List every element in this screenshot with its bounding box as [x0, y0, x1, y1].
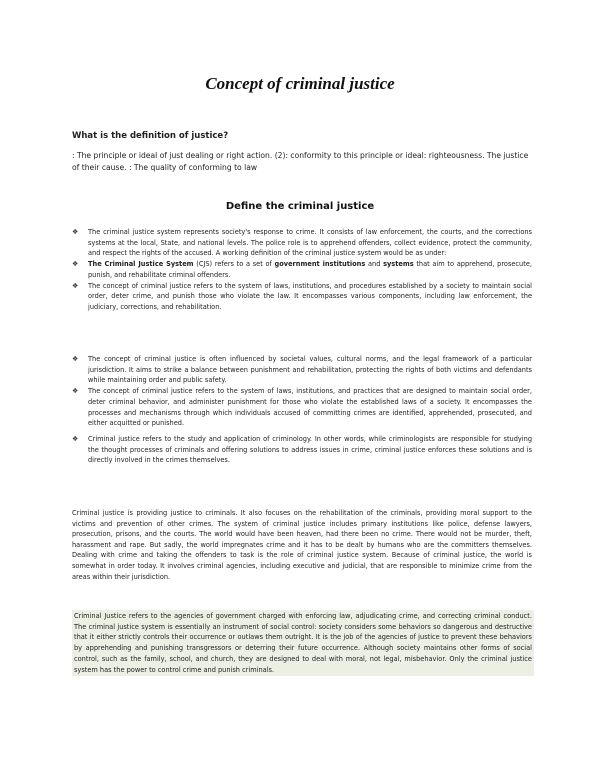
highlighted-paragraph: Criminal Justice refers to the agencies of government charged with enforcing law, adjudicating crime, and correcting criminal conduct. The criminal justice system is essentially an instrument of social control: society considers some behaviors so dangerous and destructive that it either strictly controls their occurrence or outlaws them outright. It is the job of the agencies of justice to prevent these behaviors by apprehending and punishing transgressors or deterring their future occurrence. Although society maintains other forms of social control, such as the family, school, and church, they are designed to deal with moral, not legal, misbehavior. Only the criminal justice system has the power to control crime and punish criminals. [72, 610, 534, 676]
body-paragraph: Criminal justice is providing justice to criminals. It also focuses on the rehabilitation of the criminals, providing moral support to the victims and prevention of other crimes. The system of criminal justice includes primary institutions like police, defense lawyers, prosecution, prisons, and the courts. The world would have been heaven, had there been no crime. There would not be murder, theft, harassment and rape. But sadly, the world impregnates crime and it has to be dealt by humans who are the committers themselves. Dealing with crime and taking the offenders to task is the role of criminal justice system. Because of criminal justice, the world is somewhat in order today. It involves criminal agencies, including executive and judicial, that are responsible to minimize crime from the areas within their jurisdiction. [72, 509, 532, 581]
government-institutions-term: government institutions [274, 260, 366, 269]
diamond-bullet-icon: ❖ [72, 355, 79, 363]
list-item-text: The concept of criminal justice refers to the system of laws, institutions, and practices that are designed to maintain social order, deter criminal behavior, and administer punishment for those who violate the established laws of a society. It encompasses the processes and mechanisms through which individuals accused of committing crimes are identified, apprehended, prosecuted, and either acquitted or punished. [88, 387, 532, 428]
list-item [72, 354, 532, 386]
diamond-bullet-icon: ❖ [72, 281, 79, 290]
cjs-term: The Criminal Justice System [88, 260, 194, 269]
list-item [72, 434, 532, 466]
diamond-bullet-icon: ❖ [72, 434, 79, 443]
list-item-text: Criminal justice refers to the study and application of criminology. In other words, while criminologists are responsible for studying the thought processes of criminals and offering solutions to address issues in crime, criminal justice enforces these solutions and is directly involved in the crimes themselves. [88, 434, 532, 465]
list-item [72, 386, 532, 429]
section-heading: Define the criminal justice [225, 201, 375, 212]
diamond-bullet-icon: ❖ [72, 260, 79, 269]
systems-term: systems [383, 260, 414, 269]
list-item-text: that aim to apprehend, prosecute, punish, and rehabilitate criminal offenders. [88, 260, 532, 279]
list-item [72, 281, 532, 313]
justice-definition: : The principle or ideal of just dealing or right action. (2): conformity to this principle or ideal: righteousness. The justice of their cause. : The quality of conforming to law [72, 151, 529, 172]
list-item-text: The concept of criminal justice is often influenced by societal values, cultural norms, and the legal framework of a particular jurisdiction. It aims to strike a balance between punishment and rehabilitation, protecting the rights of both victims and defendants while maintaining order and public safety. [88, 355, 532, 385]
page-title: Concept of criminal justice [205, 74, 395, 93]
list-item-text: The concept of criminal justice refers to the system of laws, institutions, and procedures established by a society to maintain social order, deter crime, and punish those who violate the law. It encompasses various components, including law enforcement, the judiciary, corrections, and rehabilitation. [88, 281, 532, 311]
bullet-list-b [72, 354, 532, 466]
bullet-list-a [72, 227, 532, 313]
list-item [72, 259, 532, 280]
diamond-bullet-icon: ❖ [72, 387, 79, 396]
diamond-bullet-icon: ❖ [72, 228, 79, 236]
list-item-text: (CJS) refers to a set of [193, 260, 275, 269]
justice-question: What is the definition of justice? [72, 131, 229, 141]
list-item-text: The criminal justice system represents society's response to crime. It consists of law enforcement, the courts, and the corrections systems at the local, State, and national levels. The police role is to apprehend offenders, collect evidence, protect the community, and respect the rights of the accused. A working definition of the criminal justice system would be as under: [88, 228, 532, 258]
list-item [72, 227, 532, 259]
list-item-text: and [365, 260, 384, 269]
